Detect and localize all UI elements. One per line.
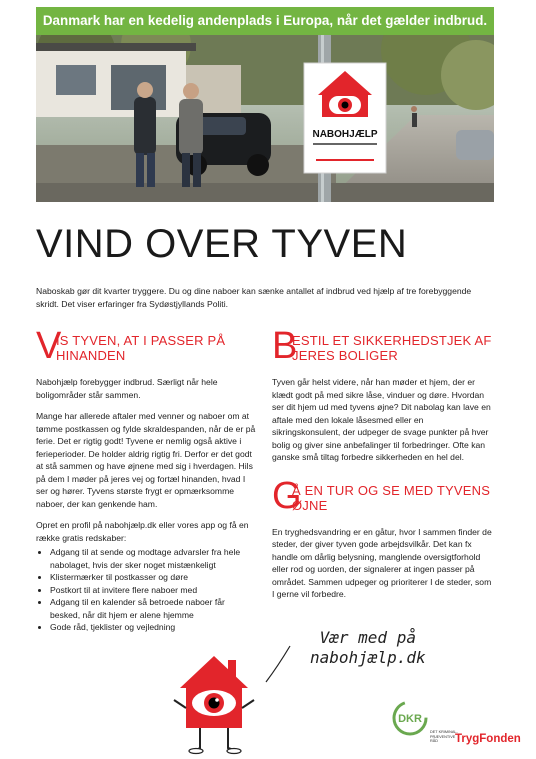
trygfonden-logo: TrygFonden <box>455 733 521 745</box>
list-item: • Postkort til at invitere flere naboer med <box>50 584 256 597</box>
list-item: • Adgang til at sende og modtage advarsler fra hele nabolaget, hvis der sker noget mistænkeligt <box>50 546 256 571</box>
dkr-logo-text: DKR <box>398 713 422 725</box>
intro-text: Naboskab gør dit kvarter tryggere. Du og dine naboer kan sænke antallet af indbrud ved hjælp af tre forebyggende skridt. Det viser erfaringer fra Sydøstjyllands Politi. <box>36 286 472 309</box>
section-3-paragraph: En tryghedsvandring er en gåtur, hvor I sammen finder de steder, der giver tyven gode arbejdsvilkår. Det kan fx handle om dårlig belysning, manglende oversigtforhold eller rod og uorden, der signalerer at ingen passer på området. Sammen udpeger og prioriterer I de steder, som I gerne vil forbedre. <box>272 526 492 599</box>
section-3-title: Å EN TUR OG SE MED TYVENS ØJNE <box>292 482 491 513</box>
slogan-line-1: Vær med på <box>319 628 416 647</box>
street-scene-illustration <box>36 35 494 202</box>
slogan-line-2: nabohjælp.dk <box>310 648 426 667</box>
section-1-title: IS TYVEN, AT I PASSER PÅ HINANDEN <box>56 333 226 363</box>
left-column <box>36 325 256 634</box>
section-1-paragraph-3: Opret en profil på nabohjælp.dk eller vores app og få en række gratis redskaber: <box>36 520 249 543</box>
dkr-logo-icon <box>392 700 428 736</box>
section-2-title: ESTIL ET SIKKERHEDSTJEK AF JERES BOLIGER <box>292 333 492 363</box>
section-1-paragraph-1: Nabohjælp forebygger indbrud. Særligt når hele boligområder står sammen. <box>36 377 218 400</box>
section-2-heading <box>272 325 492 367</box>
section-3-heading <box>272 474 492 517</box>
section-2-paragraph: Tyven går helst videre, når han møder et hjem, der er klædt godt på med sikre låse, vinduer og døre. Hvordan ser dit hjem ud med tyvens øjne? Dit nabolag kan lave en aftale med den lokale låsesmed eller en sikringskonsulent, der udpeger de svage punkter på hver bolig og giver sine anbefalinger til forbedringer. Ofte kan ganske små tiltag forbedre sikkerheden en hel del. <box>272 377 491 462</box>
list-item: • Gode råd, tjeklister og vejledning <box>50 621 256 634</box>
page-title: VIND OVER TYVEN <box>36 222 408 266</box>
footer-logos <box>392 700 532 754</box>
dkr-subtitle: DET KRIMINAL-PRÆVENTIVE RÅD <box>430 730 458 743</box>
section-1-initial: V <box>36 325 62 367</box>
section-3-initial: G <box>272 474 302 517</box>
list-item: • Adgang til en kalender så betroede naboer får besked, når dit hjem er alene hjemme <box>50 596 256 621</box>
tools-list <box>36 546 256 634</box>
section-1-paragraph-2: Mange har allerede aftaler med venner og naboer om at tømme postkassen og fylde skraldespanden, når de er på ferie. Det er rigtig godt! Tyvene er nemlig også aktive i ferieperioder. De holder aldrig rigtig fri. Derfor er det godt at stå sammen og have øjnene med sig i hverdagen. Hils på dem I møder på jeres vej og fortæl hinanden, hvad I ser og hører. Tyvens største frygt er opmærksomme naboer, der kan genkende ham. <box>36 411 256 509</box>
sign-title: NABOHJÆLP <box>312 129 378 140</box>
section-2-initial: B <box>272 325 298 367</box>
hero-photo <box>36 35 494 202</box>
right-column <box>272 325 492 610</box>
top-banner: Danmark har en kedelig andenplads i Europa, når det gælder indbrud. <box>36 7 494 35</box>
house-eye-mascot-icon <box>170 638 310 756</box>
list-item: • Klistermærker til postkasser og døre <box>50 571 256 584</box>
slogan <box>310 628 426 668</box>
section-1-heading <box>36 325 256 367</box>
